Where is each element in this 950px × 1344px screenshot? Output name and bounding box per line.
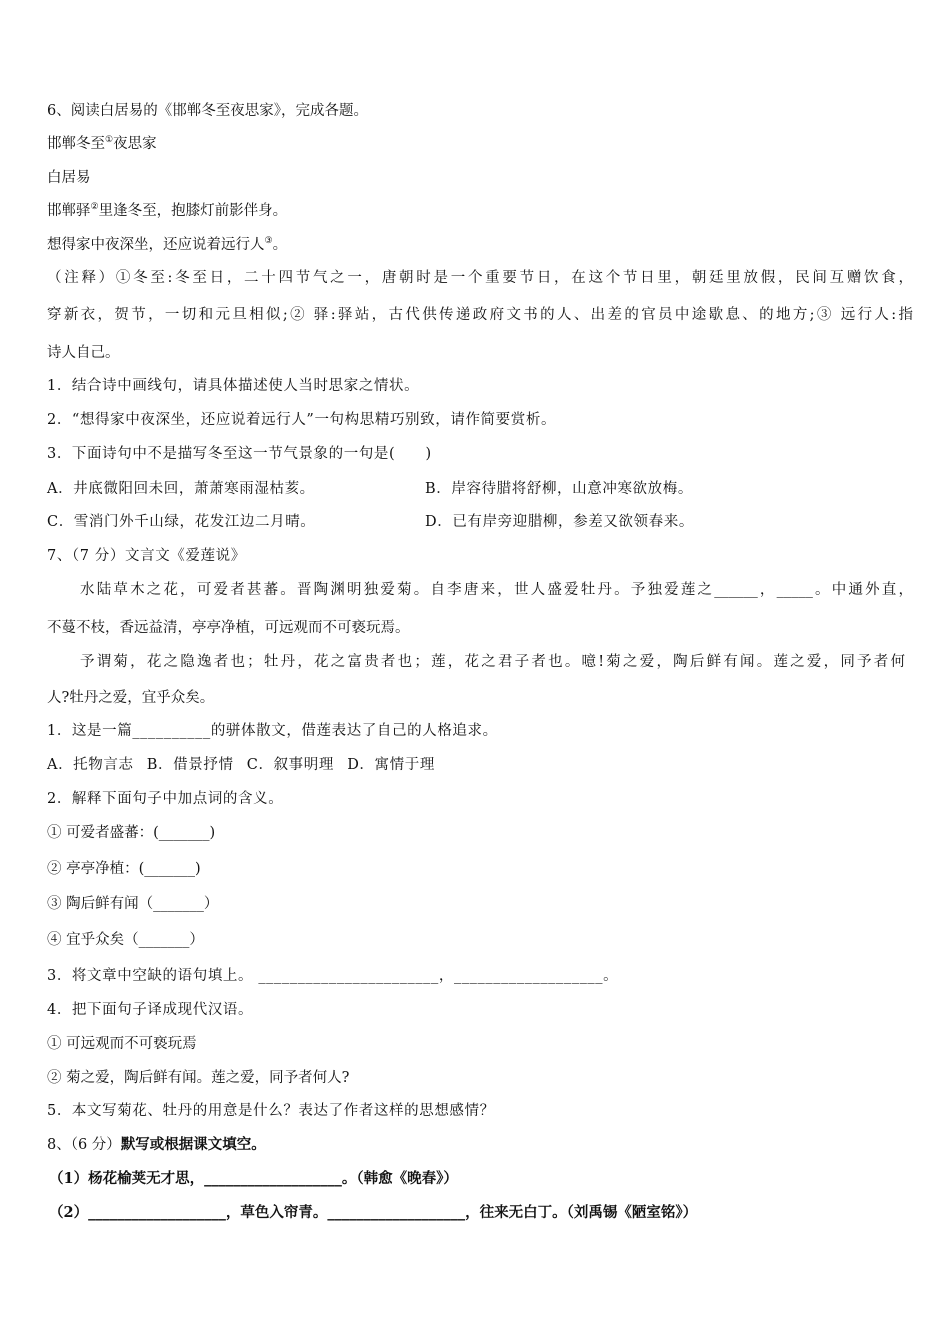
q7-option-b: B．借景抒情 — [146, 757, 234, 773]
footnote-mark-1: ① — [105, 135, 114, 146]
q6-sub-2: 2．“想得家中夜深坐，还应说着远行人”一句构思精巧别致，请作简要赏析。 — [47, 412, 557, 428]
q7-sub-2-item-1: ① 可爱者盛蕃：(_______) — [47, 825, 216, 841]
poem-title-text: 邯郸冬至 — [47, 136, 105, 152]
q7-sub-4: 4．把下面句子译成现代汉语。 — [47, 1002, 254, 1018]
poem-line-2-b: 。 — [272, 237, 288, 253]
q6-note-line-3: 诗人自己。 — [47, 345, 120, 361]
q6-intro: 6、阅读白居易的《邯郸冬至夜思家》，完成各题。 — [47, 103, 368, 119]
poem-title-tail: 夜思家 — [113, 136, 157, 152]
q8-intro — [47, 1135, 266, 1155]
q7-option-a: A．托物言志 — [47, 757, 134, 773]
q7-sub-2: 2．解释下面句子中加点词的含义。 — [47, 791, 284, 807]
q7-sub-2-item-4: ④ 宜乎众矣（_______） — [47, 932, 204, 948]
q7-sub-2-item-3: ③ 陶后鲜有闻（_______） — [47, 896, 219, 912]
q6-author: 白居易 — [47, 170, 91, 186]
q7-intro: 7、（7 分）文言文《爱莲说》 — [47, 548, 246, 564]
q7-para-2-line-2: 人?牡丹之爱，宜乎众矣。 — [47, 690, 215, 706]
q8-intro-number: 8、（6 分） — [47, 1137, 121, 1153]
q7-option-c: C．叙事明理 — [246, 757, 334, 773]
q6-options-row-1 — [47, 479, 907, 499]
q6-sub-3: 3．下面诗句中不是描写冬至这一节气景象的一句是( ) — [47, 446, 432, 462]
q6-option-d: D．已有岸旁迎腊柳，参差又欲领春来。 — [425, 514, 694, 530]
q6-poem-line-2 — [47, 235, 287, 255]
q8-intro-instruction: 默写或根据课文填空。 — [120, 1136, 266, 1153]
q6-note-line-2: 穿新衣，贺节，一切和元旦相似;② 驿:驿站，古代供传递政府文书的人、出差的官员中途歇息、的地方;③ 远行人:指 — [47, 307, 913, 323]
poem-line-1-a: 邯郸驿 — [47, 203, 91, 219]
q6-poem-title — [47, 134, 157, 154]
q7-sub-5: 5．本文写菊花、牡丹的用意是什么？表达了作者这样的思想感情？ — [47, 1103, 495, 1119]
q7-para-1-line-1: 水陆草木之花，可爱者甚蕃。晋陶渊明独爱菊。自李唐来，世人盛爱牡丹。予独爱莲之______，_____。中通外直， — [80, 582, 913, 598]
q6-sub-1: 1．结合诗中画线句，请具体描述使人当时思家之情状。 — [47, 378, 420, 394]
poem-line-2-a: 想得家中夜深坐，还应说着远行人 — [47, 237, 265, 253]
q8-item-2: （2）___________________，草色入帘青。___________________，往来无白丁。（刘禹锡《陋室铭》） — [49, 1204, 698, 1221]
q6-poem-line-1 — [47, 201, 287, 221]
q7-para-1-line-2: 不蔓不枝，香远益清，亭亭净植，可远观而不可亵玩焉。 — [47, 620, 410, 636]
footnote-mark-3: ③ — [264, 236, 273, 247]
poem-line-1-b: 里逢冬至，抱膝灯前影伴身。 — [98, 203, 288, 219]
q6-note-line-1: （注释）①冬至:冬至日，二十四节气之一，唐朝时是一个重要节日，在这个节日里，朝廷里放假，民间互赠饮食， — [47, 270, 913, 286]
q8-item-1: （1）杨花榆荚无才思，___________________。（韩愈《晚春》） — [49, 1170, 458, 1187]
q7-option-d: D．寓情于理 — [347, 757, 435, 773]
q7-sub-4-item-1: ① 可远观而不可亵玩焉 — [47, 1036, 197, 1052]
q6-option-c: C．雪消门外千山绿，花发江边二月晴。 — [47, 514, 316, 530]
q6-option-a: A．井底微阳回未回，萧萧寒雨湿枯荄。 — [47, 481, 315, 497]
q7-sub-2-item-2: ② 亭亭净植：(_______) — [47, 861, 201, 877]
q6-option-b: B．岸容待腊将舒柳，山意冲寒欲放梅。 — [425, 481, 693, 497]
q7-sub-1-options — [47, 755, 435, 775]
q7-para-2-line-1: 予谓菊，花之隐逸者也；牡丹，花之富贵者也；莲，花之君子者也。噫!菊之爱，陶后鲜有闻。莲之爱，同予者何 — [80, 654, 905, 670]
q6-options-row-2 — [47, 512, 907, 532]
q7-sub-3: 3．将文章中空缺的语句填上。 _______________________，___________________。 — [47, 968, 619, 984]
footnote-mark-2: ② — [90, 202, 99, 213]
q7-sub-1: 1．这是一篇__________的骈体散文，借莲表达了自己的人格追求。 — [47, 723, 498, 739]
q7-sub-4-item-2: ② 菊之爱，陶后鲜有闻。莲之爱，同予者何人? — [47, 1070, 350, 1086]
